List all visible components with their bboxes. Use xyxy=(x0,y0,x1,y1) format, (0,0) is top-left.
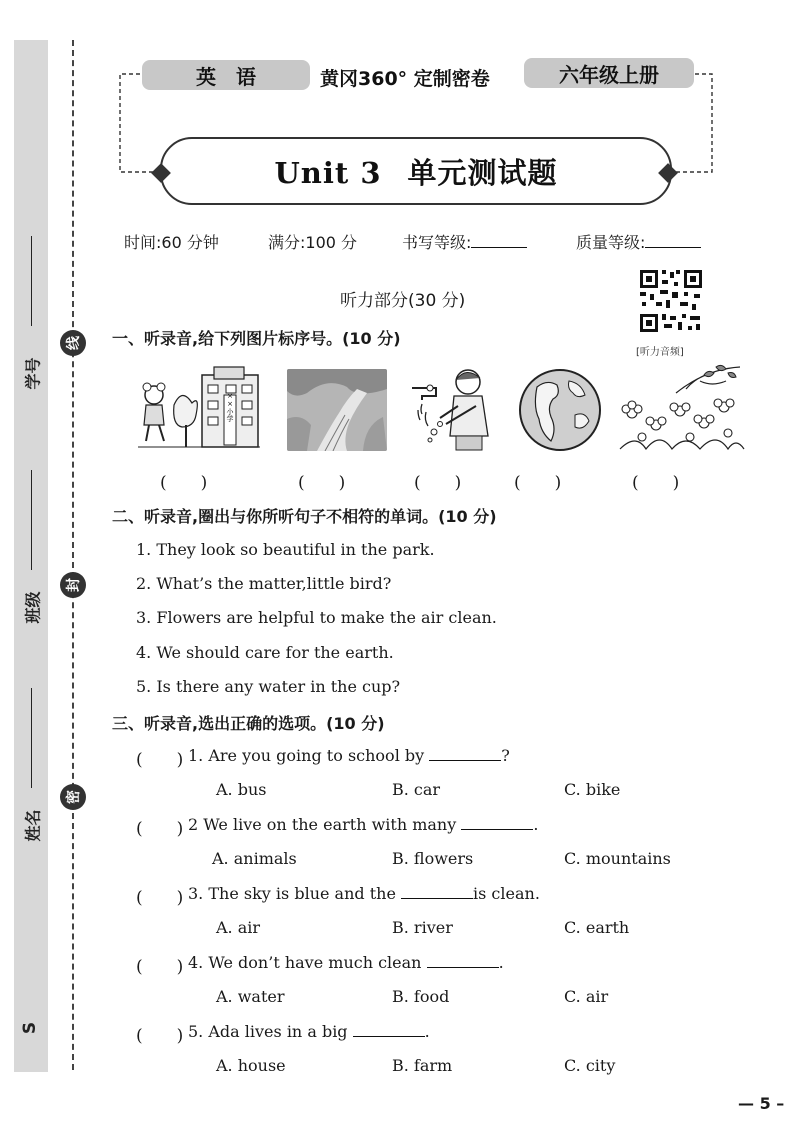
q1-option-b[interactable]: B. car xyxy=(392,780,441,799)
name-label: 姓名 xyxy=(23,809,43,842)
q3-option-a[interactable]: A. air xyxy=(216,918,261,937)
earth-globe-picture xyxy=(517,367,603,453)
q4-answer-paren[interactable]: ( ) xyxy=(136,957,184,977)
q5-blank[interactable] xyxy=(353,1024,425,1037)
section2-item-5: 5. Is there any water in the cup? xyxy=(136,677,401,696)
school-sign-text: ××小学 xyxy=(226,392,234,422)
q5-option-c[interactable]: C. city xyxy=(564,1056,616,1075)
q1-option-c[interactable]: C. bike xyxy=(564,780,621,799)
q3-option-b[interactable]: B. river xyxy=(392,918,453,937)
q4-end: . xyxy=(498,953,504,972)
q5-answer-paren[interactable]: ( ) xyxy=(136,1026,184,1046)
q3-stem xyxy=(188,884,540,903)
q2-option-a[interactable]: A. animals xyxy=(212,849,297,868)
q1-answer-paren[interactable]: ( ) xyxy=(136,750,184,770)
answer-paren-3[interactable]: ( ) xyxy=(414,473,462,493)
full-score-info: 满分:100 分 xyxy=(268,233,358,252)
q4-option-a[interactable]: A. water xyxy=(216,987,285,1006)
polluted-river-picture xyxy=(287,369,387,451)
unit-label: Unit 3 xyxy=(274,155,382,190)
time-info: 时间:60 分钟 xyxy=(124,233,219,252)
grade-pill: 六年级上册 xyxy=(524,58,694,88)
name-line xyxy=(31,688,32,788)
q2-stem xyxy=(188,815,538,834)
q2-blank[interactable] xyxy=(461,817,533,830)
q1-end: ? xyxy=(501,746,510,765)
section2-heading: 二、听录音,圈出与你所听句子不相符的单词。(10 分) xyxy=(112,507,497,526)
q1-option-a[interactable]: A. bus xyxy=(216,780,267,799)
q2-answer-paren[interactable]: ( ) xyxy=(136,819,184,839)
answer-paren-4[interactable]: ( ) xyxy=(514,473,562,493)
section1-heading: 一、听录音,给下列图片标序号。(10 分) xyxy=(112,329,401,348)
q1-text: 1. Are you going to school by xyxy=(188,746,430,765)
section2-item-4: 4. We should care for the earth. xyxy=(136,643,394,662)
binding-code: S xyxy=(20,1021,41,1035)
q4-blank[interactable] xyxy=(427,955,499,968)
q4-option-c[interactable]: C. air xyxy=(564,987,609,1006)
answer-paren-2[interactable]: ( ) xyxy=(298,473,346,493)
q3-option-c[interactable]: C. earth xyxy=(564,918,630,937)
quality-grade-blank[interactable] xyxy=(645,233,701,248)
test-name: 单元测试题 xyxy=(407,155,558,190)
section2-item-3: 3. Flowers are helpful to make the air clean. xyxy=(136,608,497,627)
quality-grade-field xyxy=(576,230,701,253)
q4-text: 4. We don’t have much clean xyxy=(188,953,427,972)
section3-heading: 三、听录音,选出正确的选项。(10 分) xyxy=(112,714,385,733)
boy-washing-hands-picture xyxy=(410,366,502,452)
girl-school-picture xyxy=(134,365,264,451)
section2-item-2: 2. What’s the matter,little bird? xyxy=(136,574,392,593)
q2-text: 2 We live on the earth with many xyxy=(188,815,462,834)
answer-paren-5[interactable]: ( ) xyxy=(632,473,680,493)
listening-heading: 听力部分(30 分) xyxy=(340,291,466,311)
subject-pill: 英 语 xyxy=(142,60,310,90)
qr-code-icon[interactable] xyxy=(638,268,704,334)
q4-option-b[interactable]: B. food xyxy=(392,987,450,1006)
q3-text: 3. The sky is blue and the xyxy=(188,884,402,903)
q2-option-b[interactable]: B. flowers xyxy=(392,849,474,868)
q5-text: 5. Ada lives in a big xyxy=(188,1022,353,1041)
student-no-line xyxy=(31,236,32,326)
q3-answer-paren[interactable]: ( ) xyxy=(136,888,184,908)
class-label: 班级 xyxy=(23,591,43,624)
quality-grade-label: 质量等级: xyxy=(576,233,646,252)
seal-seal-mark: 封 xyxy=(60,572,86,598)
q2-option-c[interactable]: C. mountains xyxy=(564,849,671,868)
writing-grade-label: 书写等级: xyxy=(402,233,472,252)
seal-secret-mark: 密 xyxy=(60,784,86,810)
series-title: 黄冈360° 定制密卷 xyxy=(320,68,490,90)
q5-option-b[interactable]: B. farm xyxy=(392,1056,453,1075)
page-number: — 5 – xyxy=(738,1094,785,1113)
q5-option-a[interactable]: A. house xyxy=(216,1056,286,1075)
section2-item-1: 1. They look so beautiful in the park. xyxy=(136,540,435,559)
class-line xyxy=(31,470,32,570)
q5-end: . xyxy=(424,1022,430,1041)
writing-grade-blank[interactable] xyxy=(471,233,527,248)
q1-blank[interactable] xyxy=(429,748,501,761)
qr-caption: [听力音频] xyxy=(636,347,684,358)
student-no-label: 学号 xyxy=(23,357,43,390)
binding-dashed-line xyxy=(72,40,74,1070)
flowers-picture xyxy=(616,363,746,451)
page-title xyxy=(274,151,557,192)
title-frame xyxy=(160,137,672,205)
q5-stem xyxy=(188,1022,430,1041)
q2-end: . xyxy=(533,815,539,834)
q3-blank[interactable] xyxy=(401,886,473,899)
q1-stem xyxy=(188,746,510,765)
seal-line-mark: 线 xyxy=(60,330,86,356)
answer-paren-1[interactable]: ( ) xyxy=(160,473,208,493)
q4-stem xyxy=(188,953,504,972)
q3-end: is clean. xyxy=(473,884,540,903)
writing-grade-field xyxy=(402,230,527,253)
